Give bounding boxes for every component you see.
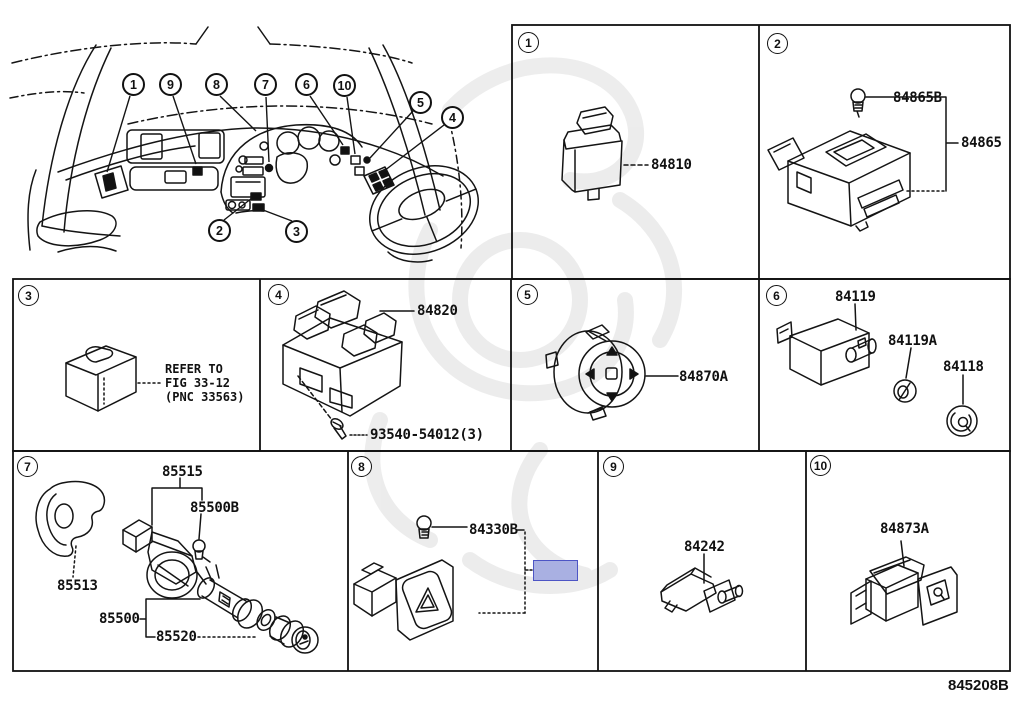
part-label-84119A[interactable]: 84119A [888, 333, 937, 349]
overview-callout-7: 7 [254, 73, 277, 96]
panel-8-badge: 8 [351, 456, 372, 477]
panel-10-badge: 10 [810, 455, 831, 476]
part-label-84810[interactable]: 84810 [651, 157, 692, 173]
page-code: 845208B [948, 677, 1009, 694]
refer-note-line-3: (PNC 33563) [165, 390, 245, 404]
selected-part-highlight[interactable] [533, 560, 578, 581]
panel-5-badge: 5 [517, 284, 538, 305]
panel-7-badge: 7 [17, 456, 38, 477]
panel-6-badge: 6 [766, 285, 787, 306]
overview-callout-1: 1 [122, 73, 145, 96]
part-label-85513[interactable]: 85513 [57, 578, 98, 594]
part-label-84873A[interactable]: 84873A [880, 521, 929, 537]
part-label-85520[interactable]: 85520 [156, 629, 197, 645]
part-drawing-refer-box [66, 346, 162, 411]
part-drawing-lighter-group [36, 478, 318, 653]
refer-note-line-2: FIG 33-12 [165, 376, 231, 390]
panel-4-badge: 4 [268, 284, 289, 305]
part-label-85500[interactable]: 85500 [99, 611, 140, 627]
part-label-84870A[interactable]: 84870A [679, 369, 728, 385]
panel-2-badge: 2 [767, 33, 788, 54]
part-label-84242[interactable]: 84242 [684, 539, 725, 555]
panel-9-badge: 9 [603, 456, 624, 477]
panel-1-badge: 1 [518, 32, 539, 53]
part-drawing-84865 [768, 89, 958, 231]
overview-callout-6: 6 [295, 73, 318, 96]
overview-callout-8: 8 [205, 73, 228, 96]
part-label-84119[interactable]: 84119 [835, 289, 876, 305]
overview-callout-5: 5 [409, 91, 432, 114]
part-label-85500B[interactable]: 85500B [190, 500, 239, 516]
part-label-84118[interactable]: 84118 [943, 359, 984, 375]
part-drawing-84242 [661, 554, 743, 612]
overview-callout-10: 10 [333, 74, 356, 97]
part-drawing-84820 [283, 291, 414, 439]
overview-callout-4: 4 [441, 106, 464, 129]
dashboard-overview-drawing [10, 27, 492, 270]
panel-3-badge: 3 [18, 285, 39, 306]
overview-callout-2: 2 [208, 219, 231, 242]
overview-callout-3: 3 [285, 220, 308, 243]
part-label-84865B[interactable]: 84865B [893, 90, 942, 106]
refer-note-line-1: REFER TO [165, 362, 223, 376]
part-label-85515[interactable]: 85515 [162, 464, 203, 480]
watermark-graphic [372, 65, 674, 586]
part-label-84865[interactable]: 84865 [961, 135, 1002, 151]
part-label-84330B[interactable]: 84330B [469, 522, 518, 538]
part-label-84820[interactable]: 84820 [417, 303, 458, 319]
part-drawing-84873A [851, 541, 957, 625]
part-label-93540-54012[interactable]: 93540-54012(3) [370, 427, 484, 443]
overview-callout-9: 9 [159, 73, 182, 96]
